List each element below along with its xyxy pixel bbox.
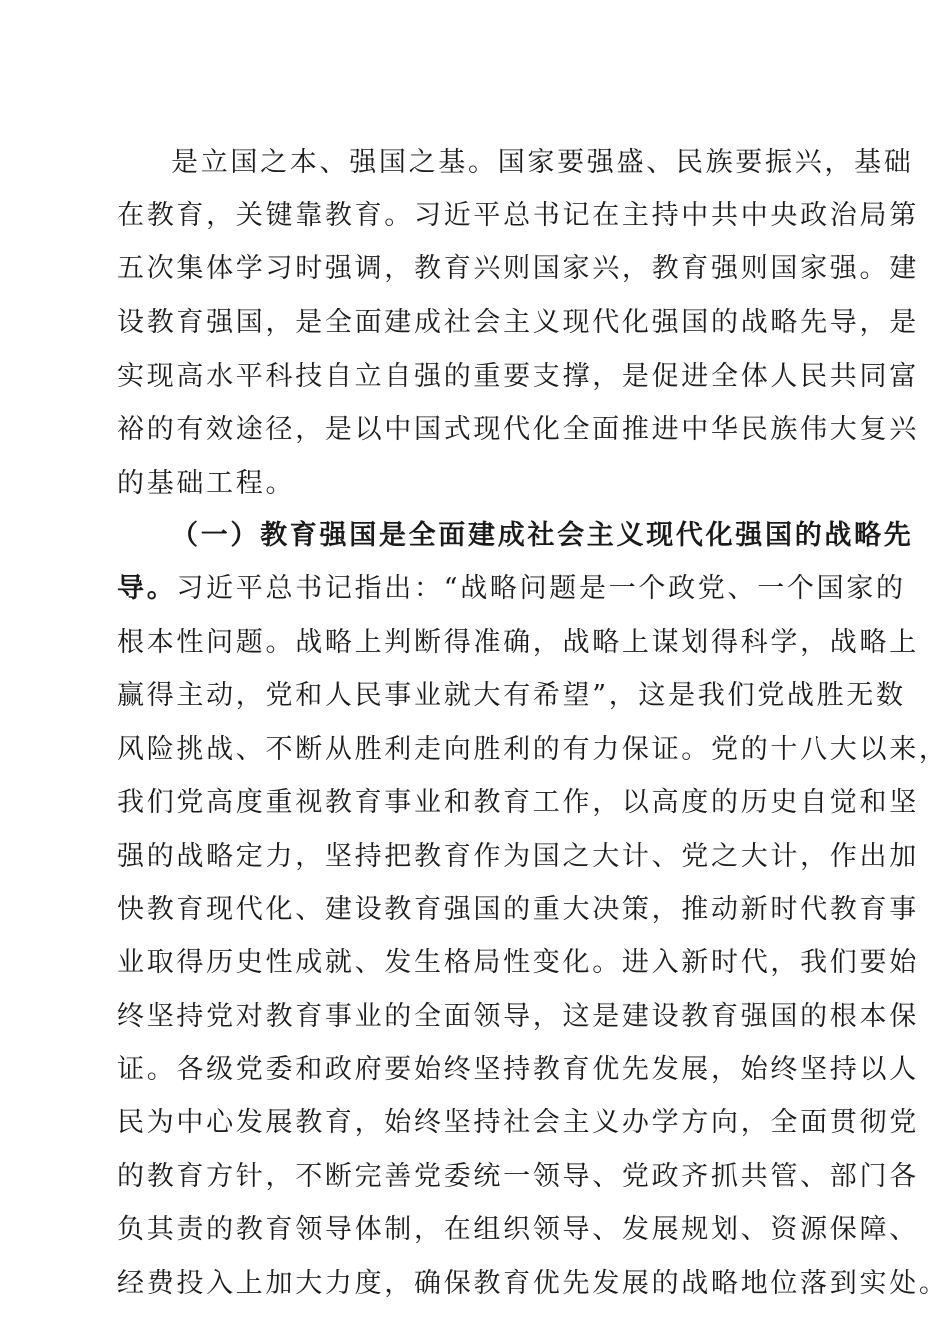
text-line: 负其责的教育领导体制，在组织领导、发展规划、资源保障、	[117, 1214, 919, 1245]
text-line: 实现高水平科技自立自强的重要支撑，是促进全体人民共同富	[117, 361, 919, 392]
text-line: 民为中心发展教育，始终坚持社会主义办学方向，全面贯彻党	[117, 1107, 919, 1138]
text-line: 裕的有效途径，是以中国式现代化全面推进中华民族伟大复兴	[117, 414, 919, 445]
text-line: 快教育现代化、建设教育强国的重大决策，推动新时代教育事	[117, 894, 919, 925]
text-line: 是立国之本、强国之基。国家要强盛、民族要振兴，基础	[171, 147, 914, 178]
text-line: 设教育强国，是全面建成社会主义现代化强国的战略先导，是	[117, 307, 919, 338]
text-line: 强的战略定力，坚持把教育作为国之大计、党之大计，作出加	[117, 841, 919, 872]
text-line: 赢得主动，党和人民事业就大有希望”，这是我们党战胜无数	[117, 680, 906, 711]
text-line	[117, 567, 906, 611]
text-line: 风险挑战、不断从胜利走向胜利的有力保证。党的十八大以来，	[117, 734, 949, 765]
text-line: 在教育，关键靠教育。习近平总书记在主持中共中央政治局第	[117, 200, 919, 231]
text-line: 经费投入上加大力度，确保教育优先发展的战略地位落到实处。	[117, 1268, 949, 1299]
text-line: 的教育方针，不断完善党委统一领导、党政齐抓共管、部门各	[117, 1161, 919, 1192]
text-line: 终坚持党对教育事业的全面领导，这是建设教育强国的根本保	[117, 1001, 919, 1032]
text-line: 业取得历史性成就、发生格局性变化。进入新时代，我们要始	[117, 947, 919, 978]
section-heading-end: 导。	[117, 573, 177, 604]
text-line: 五次集体学习时强调，教育兴则国家兴，教育强则国家强。建	[117, 253, 919, 284]
text-line-rest: 习近平总书记指出：“战略问题是一个政党、一个国家的	[176, 573, 906, 604]
text-line: 根本性问题。战略上判断得准确，战略上谋划得科学，战略上	[117, 627, 919, 658]
section-heading: （一）教育强国是全面建成社会主义现代化强国的战略先	[171, 520, 914, 551]
text-line: 证。各级党委和政府要始终坚持教育优先发展，始终坚持以人	[117, 1054, 919, 1085]
text-line: 我们党高度重视教育事业和教育工作，以高度的历史自觉和坚	[117, 787, 919, 818]
text-line: 的基础工程。	[117, 468, 296, 499]
